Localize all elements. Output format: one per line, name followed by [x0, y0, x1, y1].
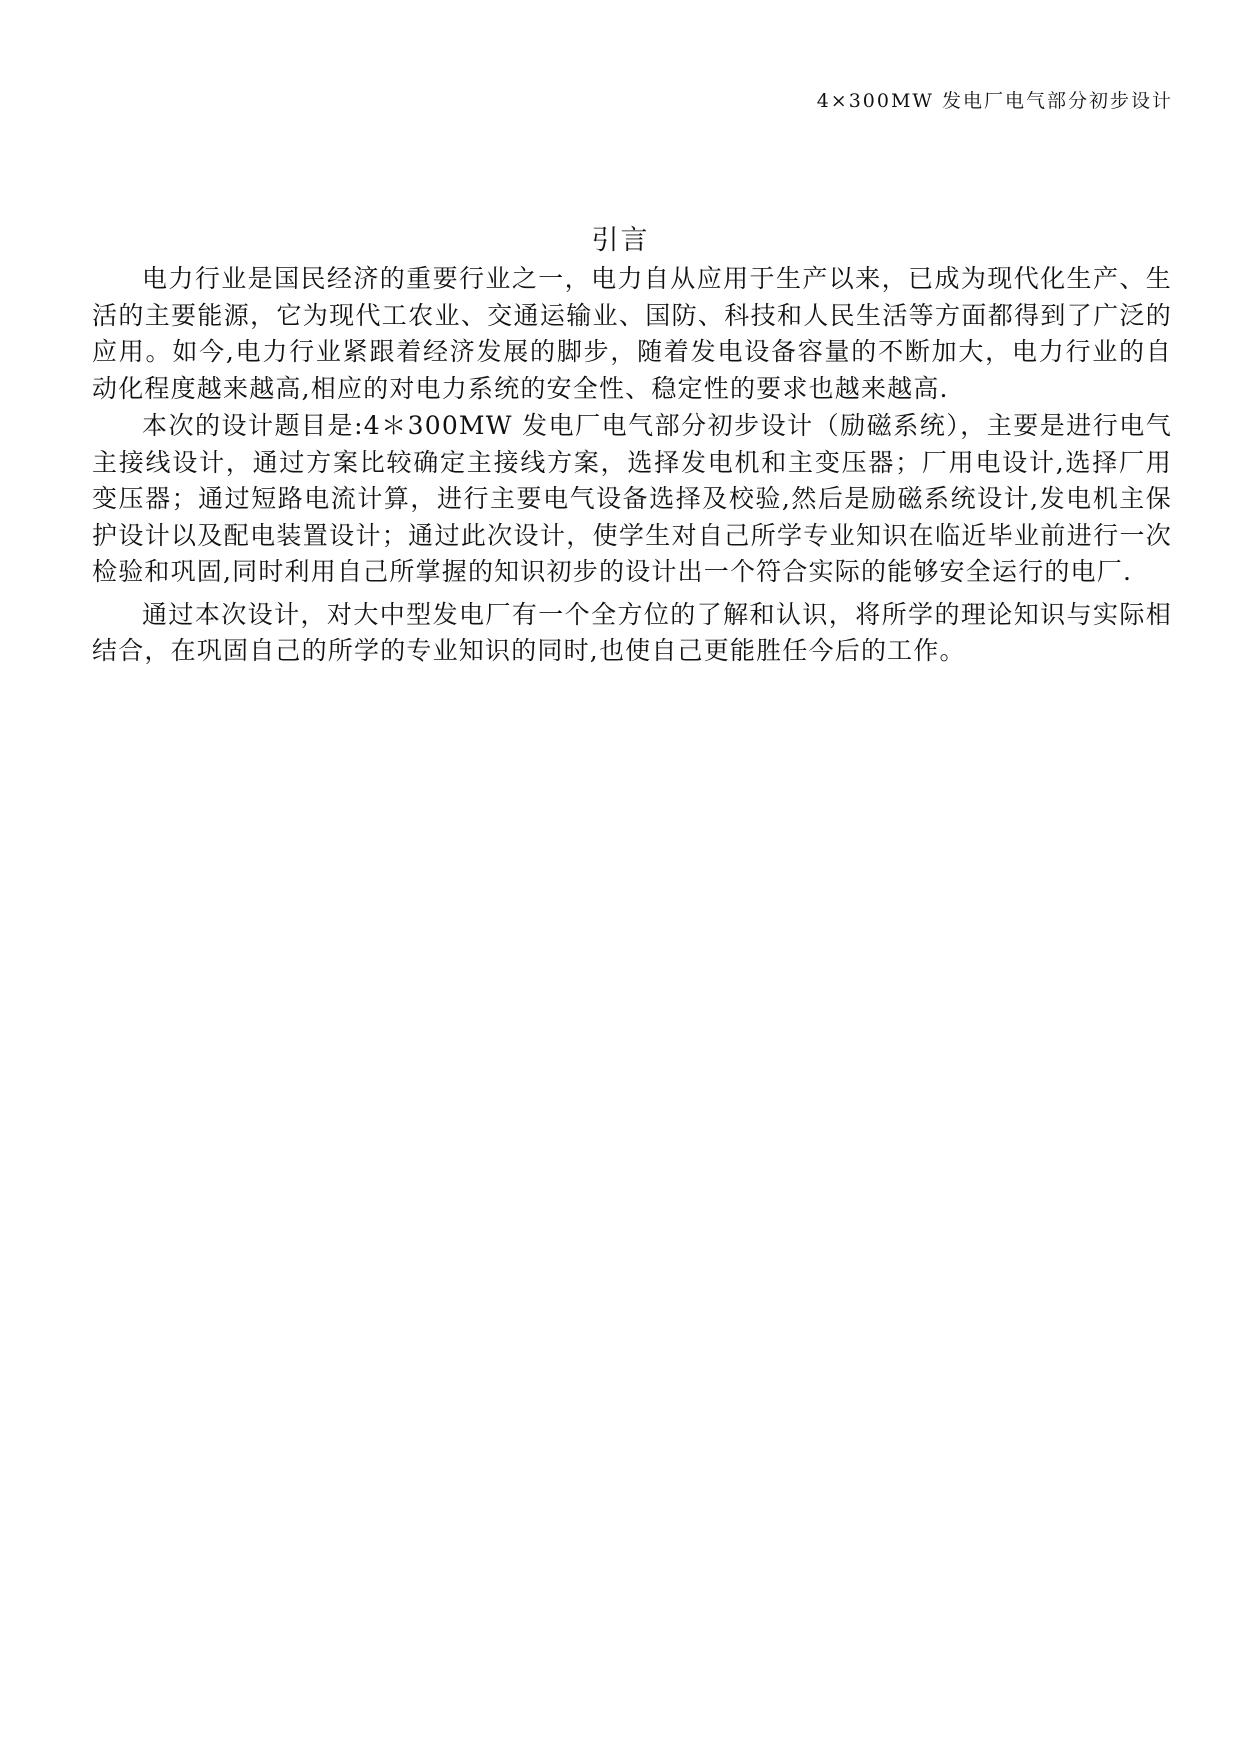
paragraph-2: 本次的设计题目是:4＊300MW 发电厂电气部分初步设计（励磁系统），主要是进行电气主接线设计，通过方案比较确定主接线方案，选择发电机和主变压器；厂用电设计,选择厂用变压器；通过短路电流计算，进行主要电气设备选择及校验,然后是励磁系统设计,发电机主保护设计以及配电装置设计；通过此次设计，使学生对自己所学专业知识在临近毕业前进行一次检验和巩固,同时利用自己所掌握的知识初步的设计出一个符合实际的能够安全运行的电厂.: [92, 411, 1172, 586]
section-title: 引言: [591, 225, 650, 256]
paragraph-1: 电力行业是国民经济的重要行业之一，电力自从应用于生产以来，已成为现代化生产、生活的主要能源，它为现代工农业、交通运输业、国防、科技和人民生活等方面都得到了广泛的应用。如今,电力行业紧跟着经济发展的脚步，随着发电设备容量的不断加大，电力行业的自动化程度越来越高,相应的对电力系统的安全性、稳定性的要求也越来越高.: [92, 264, 1172, 403]
body-text: [92, 261, 1172, 670]
running-header: 4×300MW 发电厂电气部分初步设计: [816, 90, 1173, 112]
paragraph-3: 通过本次设计，对大中型发电厂有一个全方位的了解和认识，将所学的理论知识与实际相结合，在巩固自己的所学的专业知识的同时,也使自己更能胜任今后的工作。: [92, 599, 1172, 665]
